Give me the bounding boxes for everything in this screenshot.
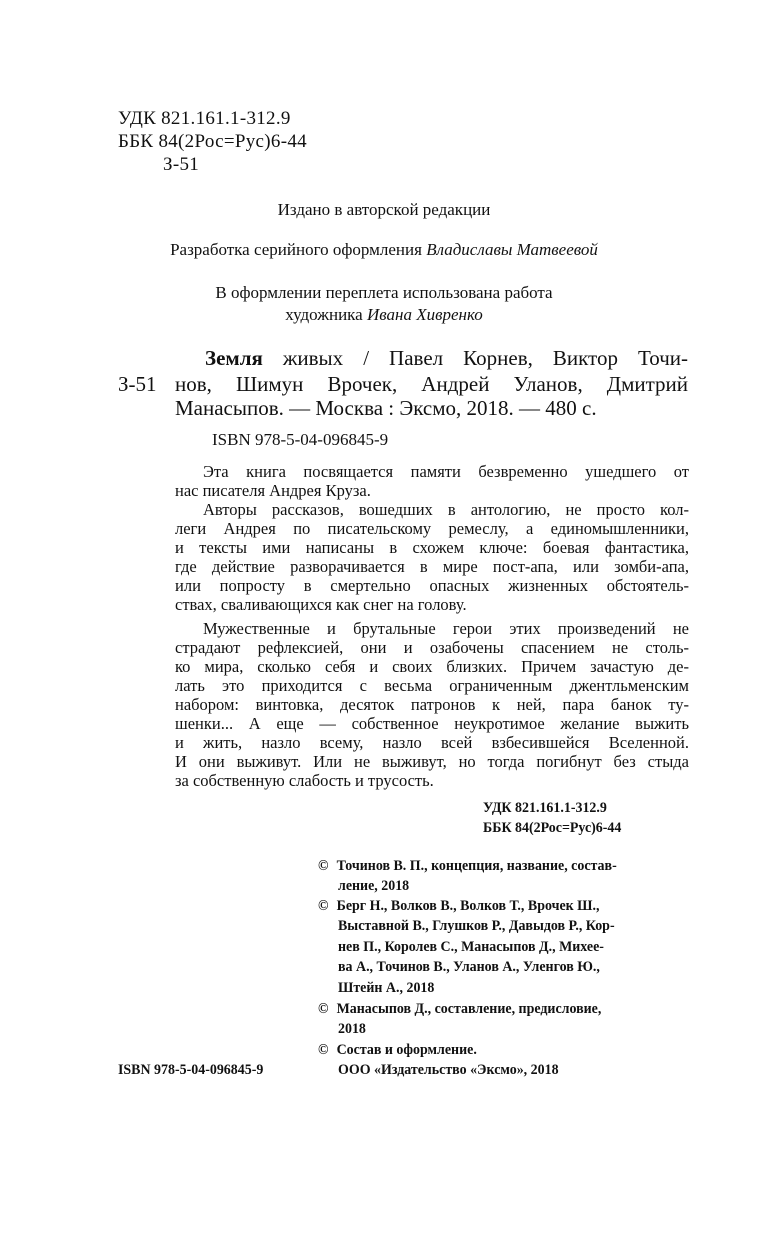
copyright-2-line3: нев П., Королев С., Манасыпов Д., Михее- xyxy=(338,939,604,955)
copyright-symbol: © xyxy=(318,1042,329,1058)
annotation-p2-l5: или попросту в смертельно опасных жизненных обстоятель- xyxy=(175,576,689,595)
copyright-1-line1: © Точинов В. П., концепция, название, состав- xyxy=(318,858,617,874)
isbn-bottom: ISBN 978-5-04-096845-9 xyxy=(118,1062,264,1078)
annotation-p2-l6: ствах, сваливающихся как снег на голову. xyxy=(175,595,467,614)
cover-artist-name: Ивана Хивренко xyxy=(366,305,483,324)
annotation-p1-l1: Эта книга посвящается памяти безвременно ушедшего от xyxy=(203,462,689,481)
biblio-line-1-rest: живых / Павел Корнев, Виктор Точи- xyxy=(282,346,688,370)
biblio-mark: З-51 xyxy=(118,372,157,396)
annotation-p3-l4: лать это приходится с весьма ограниченным джентльменским xyxy=(175,676,689,695)
cover-art-line1: В оформлении переплета использована работа xyxy=(215,283,553,302)
annotation-p3-l8: И они выживут. Или не выживут, но тогда погибнут без стыда xyxy=(175,752,689,771)
copyright-3-line2: 2018 xyxy=(338,1021,366,1037)
copyright-symbol: © xyxy=(318,898,329,914)
annotation-p3-l5: набором: винтовка, десяток патронов к ней, пара банок ту- xyxy=(175,695,689,714)
copyright-2-line4: ва А., Точинов В., Уланов А., Уленгов Ю., xyxy=(338,959,600,975)
edition-note: Издано в авторской редакции xyxy=(277,200,491,219)
annotation-p2-l3: и тексты ими написаны в схожем ключе: боевая фантастика, xyxy=(175,538,689,557)
copyright-4-line1: © Состав и оформление. xyxy=(318,1042,477,1058)
series-designer-name: Владиславы Матвеевой xyxy=(426,240,598,259)
series-design-prefix: Разработка серийного оформления xyxy=(170,240,422,259)
annotation-p3-l9: за собственную слабость и трусость. xyxy=(175,771,434,790)
annotation-p3-l6: шенки... А еще — собственное неукротимое желание выжить xyxy=(175,714,689,733)
copyright-2-line2: Выставной В., Глушков Р., Давыдов Р., Кор- xyxy=(338,918,615,934)
cover-art-line2 xyxy=(0,305,768,325)
copyright-2-line5: Штейн А., 2018 xyxy=(338,980,435,996)
udk-code-repeat: УДК 821.161.1-312.9 xyxy=(483,800,607,816)
author-mark: З-51 xyxy=(163,154,200,175)
biblio-line-2: нов, Шимун Врочек, Андрей Уланов, Дмитрий xyxy=(175,372,688,396)
annotation-p3-l7: и жить, назло всему, назло всей взбесившейся Вселенной. xyxy=(175,733,689,752)
annotation-p3-l3: ко мира, сколько себя и своих близких. Причем зачастую де- xyxy=(175,657,689,676)
copyright-2-line1: © Берг Н., Волков В., Волков Т., Врочек Ш., xyxy=(318,898,600,914)
isbn-record: ISBN 978-5-04-096845-9 xyxy=(212,430,389,449)
biblio-line-3: Манасыпов. — Москва : Эксмо, 2018. — 480 с. xyxy=(175,396,597,420)
annotation-p2-l2: леги Андрея по писательскому ремеслу, а единомышленники, xyxy=(175,519,689,538)
series-design-credit xyxy=(0,240,768,260)
annotation-p3-l2: страдают рефлексией, они и озабочены спасением не столь- xyxy=(175,638,689,657)
annotation-p1-l2: нас писателя Андрея Круза. xyxy=(175,481,371,500)
copyright-1-line2: ление, 2018 xyxy=(338,878,410,894)
bbk-code: ББК 84(2Рос=Рус)6-44 xyxy=(118,131,307,152)
udk-code: УДК 821.161.1-312.9 xyxy=(118,108,291,129)
copyright-3-line1: © Манасыпов Д., составление, предисловие, xyxy=(318,1001,602,1017)
book-title: Земля xyxy=(205,346,263,370)
annotation-p3-l1: Мужественные и брутальные герои этих произведений не xyxy=(203,619,689,638)
biblio-line-1 xyxy=(205,346,688,371)
copyright-symbol: © xyxy=(318,1001,329,1017)
annotation-p2-l4: где действие разворачивается в мире пост-апа, или зомби-апа, xyxy=(175,557,689,576)
cover-art-prefix: художника xyxy=(285,305,363,324)
copyright-symbol: © xyxy=(318,858,329,874)
copyright-4-line2: ООО «Издательство «Эксмо», 2018 xyxy=(338,1062,559,1078)
annotation-p2-l1: Авторы рассказов, вошедших в антологию, не просто кол- xyxy=(203,500,689,519)
bbk-code-repeat: ББК 84(2Рос=Рус)6-44 xyxy=(483,820,622,836)
